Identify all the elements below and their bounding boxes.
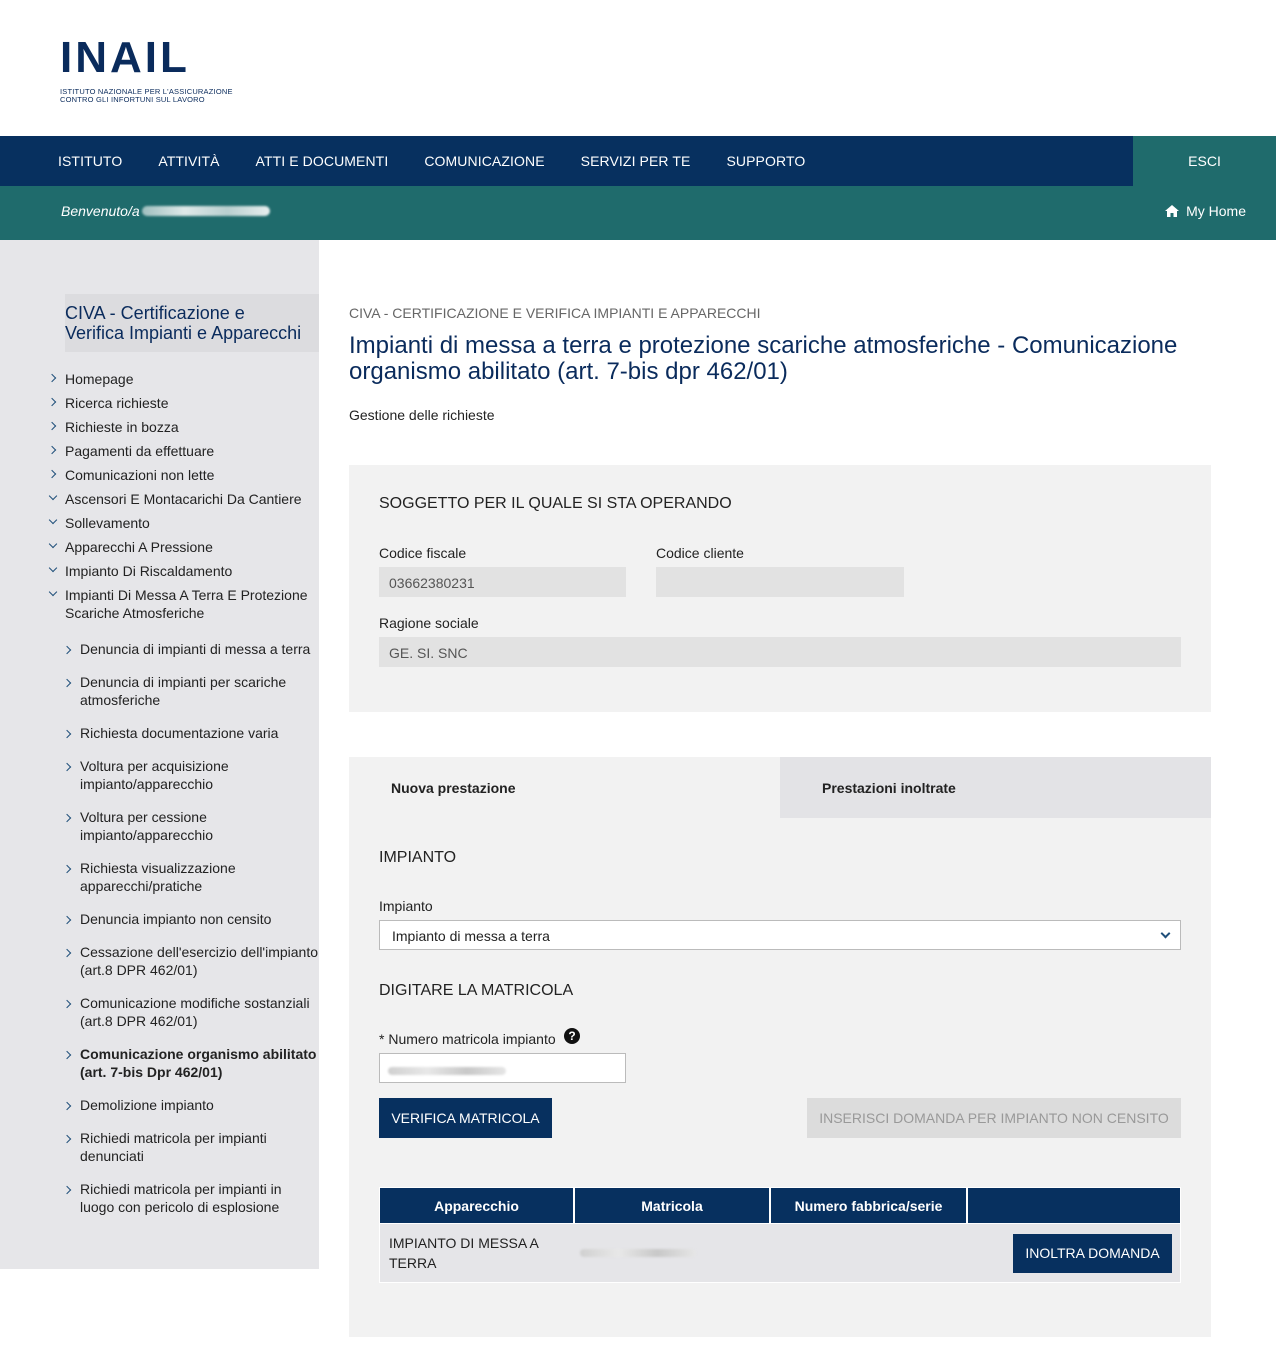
matricola-input[interactable] bbox=[379, 1053, 626, 1083]
sidebar-subitem-label bbox=[80, 808, 319, 844]
codice-cliente-label: Codice cliente bbox=[656, 545, 744, 561]
sidebar-subitem-label-line2: atmosferiche bbox=[80, 692, 161, 708]
chevron-right-icon bbox=[63, 864, 73, 874]
chevron-down-icon bbox=[48, 589, 58, 599]
home-icon bbox=[1165, 205, 1179, 217]
sidebar-item-riscaldamento[interactable] bbox=[0, 560, 319, 584]
sidebar-item-messa-a-terra[interactable] bbox=[0, 584, 319, 626]
sidebar-subitem-label bbox=[80, 1045, 319, 1081]
sidebar-item-pagamenti[interactable] bbox=[0, 440, 319, 464]
sidebar-subitem-label-line2: (art.8 DPR 462/01) bbox=[80, 962, 198, 978]
site-header bbox=[0, 0, 1276, 136]
sidebar-item-label: Homepage bbox=[65, 371, 134, 387]
sidebar-item-label bbox=[65, 586, 319, 622]
logo-subtitle-line1: ISTITUTO NAZIONALE PER L'ASSICURAZIONE bbox=[60, 87, 233, 96]
chevron-right-icon bbox=[63, 729, 73, 739]
matricola-cell-redacted bbox=[580, 1249, 696, 1257]
chevron-right-icon bbox=[63, 645, 73, 655]
chevron-right-icon bbox=[63, 1050, 73, 1060]
sidebar-subitem-label-line1: Comunicazione modifiche sostanziali bbox=[80, 995, 310, 1011]
sidebar-subitem-denuncia-messa-terra[interactable] bbox=[0, 640, 319, 664]
sidebar-subitem-label bbox=[80, 994, 319, 1030]
chevron-right-icon bbox=[48, 421, 58, 431]
chevron-right-icon bbox=[48, 445, 58, 455]
column-header-apparecchio: Apparecchio bbox=[380, 1188, 575, 1223]
matricola-heading: DIGITARE LA MATRICOLA bbox=[379, 982, 574, 999]
chevron-right-icon bbox=[63, 999, 73, 1009]
myhome-link[interactable] bbox=[1165, 203, 1246, 219]
nav-item-supporto[interactable]: SUPPORTO bbox=[726, 153, 806, 169]
nav-menu bbox=[0, 136, 1133, 186]
chevron-down-icon bbox=[1162, 930, 1170, 938]
ragione-sociale-field: GE. SI. SNC bbox=[379, 637, 1181, 667]
ragione-sociale-label: Ragione sociale bbox=[379, 615, 479, 631]
sidebar-subitem-label bbox=[80, 1129, 319, 1165]
chevron-right-icon bbox=[63, 762, 73, 772]
sidebar-subitem-label-line1: Richiedi matricola per impianti in bbox=[80, 1181, 282, 1197]
sidebar-subitem-label-line1: Richiesta visualizzazione bbox=[80, 860, 236, 876]
sidebar-item-label: Impianto Di Riscaldamento bbox=[65, 563, 233, 579]
page-title-line2: organismo abilitato (art. 7-bis dpr 462/01) bbox=[349, 358, 788, 385]
user-name-redacted bbox=[142, 206, 270, 216]
sidebar-item-label: Ascensori E Montacarichi Da Cantiere bbox=[65, 491, 302, 507]
sidebar-subitem-label-line1: Demolizione impianto bbox=[80, 1097, 214, 1113]
sidebar-item-ascensori[interactable] bbox=[0, 488, 319, 512]
nav-item-atti-documenti[interactable]: ATTI E DOCUMENTI bbox=[255, 153, 389, 169]
chevron-right-icon bbox=[63, 915, 73, 925]
apparecchi-table bbox=[379, 1187, 1181, 1283]
nuova-prestazione-panel bbox=[349, 818, 1211, 1337]
sidebar-item-ricerca-richieste[interactable] bbox=[0, 392, 319, 416]
sidebar-subitem-matricola-esplosione[interactable] bbox=[0, 1180, 319, 1222]
sidebar-subitem-organismo-abilitato[interactable] bbox=[0, 1045, 319, 1087]
chevron-right-icon bbox=[48, 469, 58, 479]
sidebar-subitem-documentazione[interactable] bbox=[0, 724, 319, 748]
page-title bbox=[349, 333, 1211, 385]
soggetto-panel bbox=[349, 465, 1211, 712]
sidebar-subitem-visualizzazione[interactable] bbox=[0, 859, 319, 901]
nav-item-attivita[interactable]: ATTIVITÀ bbox=[158, 153, 220, 169]
chevron-right-icon bbox=[63, 678, 73, 688]
sidebar-subitem-label-line1: Voltura per acquisizione bbox=[80, 758, 229, 774]
sidebar-subitem-label-line2: impianto/apparecchio bbox=[80, 827, 214, 843]
chevron-right-icon bbox=[63, 813, 73, 823]
sidebar-subitem-label bbox=[80, 910, 319, 928]
sidebar-item-label: Comunicazioni non lette bbox=[65, 467, 215, 483]
codice-fiscale-label: Codice fiscale bbox=[379, 545, 467, 561]
chevron-down-icon bbox=[48, 565, 58, 575]
codice-cliente-field bbox=[656, 567, 904, 597]
sidebar-subitem-label bbox=[80, 859, 319, 895]
myhome-label: My Home bbox=[1186, 203, 1246, 219]
column-header-actions bbox=[968, 1188, 1180, 1223]
nav-item-comunicazione[interactable]: COMUNICAZIONE bbox=[424, 153, 545, 169]
sidebar-subitem-label bbox=[80, 673, 319, 709]
sidebar-item-label-line1: Impianti Di Messa A Terra E Protezione bbox=[65, 587, 308, 603]
impianto-heading: IMPIANTO bbox=[379, 849, 457, 866]
chevron-down-icon bbox=[48, 493, 58, 503]
sidebar-item-apparecchi-pressione[interactable] bbox=[0, 536, 319, 560]
welcome-bar bbox=[0, 186, 1276, 240]
cell-apparecchio-line2: TERRA bbox=[389, 1255, 437, 1271]
page-title-line1: Impianti di messa a terra e protezione scariche atmosferiche - Comunicazione bbox=[349, 332, 1178, 359]
sidebar-item-label: Sollevamento bbox=[65, 515, 150, 531]
chevron-right-icon bbox=[63, 948, 73, 958]
sidebar-subitem-label-line1: Comunicazione organismo abilitato bbox=[80, 1046, 317, 1062]
chevron-right-icon bbox=[63, 1134, 73, 1144]
sidebar-subitem-label bbox=[80, 943, 319, 979]
welcome-message bbox=[61, 203, 270, 219]
inserisci-domanda-button[interactable]: INSERISCI DOMANDA PER IMPIANTO NON CENSITO bbox=[807, 1098, 1181, 1138]
logo-wordmark: INAIL bbox=[60, 33, 190, 82]
sidebar-subitem-label-line1: Cessazione dell'esercizio dell'impianto bbox=[80, 944, 319, 960]
impianto-select-value: Impianto di messa a terra bbox=[392, 928, 550, 944]
nav-item-servizi[interactable]: SERVIZI PER TE bbox=[580, 153, 691, 169]
sidebar-subitem-label bbox=[80, 757, 319, 793]
sidebar-title-line1: CIVA - Certificazione e bbox=[65, 303, 245, 323]
impianto-label: Impianto bbox=[379, 898, 433, 914]
chevron-right-icon bbox=[63, 1185, 73, 1195]
sidebar-subitem-label bbox=[80, 724, 319, 742]
sidebar-item-label: Pagamenti da effettuare bbox=[65, 443, 215, 459]
sidebar-subitem-label-line2: luogo con pericolo di esplosione bbox=[80, 1199, 280, 1215]
sidebar-item-label: Apparecchi A Pressione bbox=[65, 539, 213, 555]
tabs bbox=[349, 757, 1211, 818]
column-header-numero-fabbrica: Numero fabbrica/serie bbox=[771, 1188, 968, 1223]
sidebar-title[interactable] bbox=[65, 294, 319, 352]
logo-subtitle bbox=[60, 88, 233, 104]
sidebar-subitem-label-line2: (art.8 DPR 462/01) bbox=[80, 1013, 198, 1029]
sidebar-subitem-label-line1: Denuncia di impianti di messa a terra bbox=[80, 641, 311, 657]
tab-nuova-prestazione[interactable]: Nuova prestazione bbox=[349, 757, 780, 818]
sidebar-subitem-label-line1: Denuncia di impianti per scariche bbox=[80, 674, 287, 690]
matricola-value-redacted bbox=[388, 1067, 506, 1075]
nav-item-istituto[interactable]: ISTITUTO bbox=[58, 153, 123, 169]
chevron-right-icon bbox=[48, 373, 58, 383]
inail-logo[interactable] bbox=[60, 33, 233, 104]
cell-apparecchio-line1: IMPIANTO DI MESSA A bbox=[389, 1235, 539, 1251]
sidebar-subitem-label-line2: impianto/apparecchio bbox=[80, 776, 214, 792]
sidebar-item-label: Ricerca richieste bbox=[65, 395, 169, 411]
main-navbar bbox=[0, 136, 1276, 186]
sidebar-subitem-matricola-denunciati[interactable] bbox=[0, 1129, 319, 1171]
sidebar-subitem-modifiche[interactable] bbox=[0, 994, 319, 1036]
codice-fiscale-field: 03662380231 bbox=[379, 567, 626, 597]
chevron-down-icon bbox=[48, 541, 58, 551]
sidebar-subitem-denuncia-scariche[interactable] bbox=[0, 673, 319, 715]
page-subtitle: Gestione delle richieste bbox=[349, 407, 495, 423]
help-icon[interactable]: ? bbox=[564, 1028, 580, 1044]
sidebar-subitem-label-line1: Denuncia impianto non censito bbox=[80, 911, 272, 927]
sidebar-title-line2: Verifica Impianti e Apparecchi bbox=[65, 323, 302, 343]
chevron-down-icon bbox=[48, 517, 58, 527]
sidebar-subitem-label bbox=[80, 1096, 319, 1114]
chevron-right-icon bbox=[48, 397, 58, 407]
sidebar-subitem-label bbox=[80, 1180, 319, 1216]
soggetto-heading: SOGGETTO PER IL QUALE SI STA OPERANDO bbox=[379, 495, 732, 512]
cell-matricola bbox=[575, 1224, 771, 1282]
tab-prestazioni-inoltrate[interactable]: Prestazioni inoltrate bbox=[780, 757, 1211, 818]
cell-actions bbox=[968, 1224, 1180, 1282]
logout-button[interactable]: ESCI bbox=[1133, 136, 1276, 186]
sidebar-item-label-line2: Scariche Atmosferiche bbox=[65, 605, 205, 621]
chevron-right-icon bbox=[63, 1101, 73, 1111]
welcome-prefix: Benvenuto/a bbox=[61, 203, 140, 219]
sidebar-item-homepage[interactable] bbox=[0, 368, 319, 392]
sidebar-item-label: Richieste in bozza bbox=[65, 419, 179, 435]
sidebar-subitem-label-line2: apparecchi/pratiche bbox=[80, 878, 203, 894]
sidebar-item-sollevamento[interactable] bbox=[0, 512, 319, 536]
breadcrumb: CIVA - CERTIFICAZIONE E VERIFICA IMPIANTI E APPARECCHI bbox=[349, 305, 761, 321]
sidebar-item-comunicazioni[interactable] bbox=[0, 464, 319, 488]
sidebar-subitem-non-censito[interactable] bbox=[0, 910, 319, 934]
logo-subtitle-line2: CONTRO GLI INFORTUNI SUL LAVORO bbox=[60, 95, 205, 104]
inoltra-domanda-button[interactable]: INOLTRA DOMANDA bbox=[1013, 1234, 1172, 1273]
sidebar bbox=[0, 240, 319, 1269]
sidebar-subitem-demolizione[interactable] bbox=[0, 1096, 319, 1120]
column-header-matricola: Matricola bbox=[575, 1188, 771, 1223]
sidebar-subitem-label bbox=[80, 640, 319, 658]
sidebar-subitem-label-line1: Richiedi matricola per impianti bbox=[80, 1130, 267, 1146]
impianto-select[interactable] bbox=[379, 920, 1181, 950]
cell-numero-fabbrica bbox=[771, 1224, 968, 1282]
cell-apparecchio bbox=[380, 1224, 575, 1282]
sidebar-subitem-label-line1: Richiesta documentazione varia bbox=[80, 725, 279, 741]
sidebar-item-richieste-bozza[interactable] bbox=[0, 416, 319, 440]
sidebar-subitem-label-line2: denunciati bbox=[80, 1148, 144, 1164]
matricola-label: * Numero matricola impianto bbox=[379, 1031, 556, 1047]
table-header bbox=[379, 1187, 1181, 1224]
sidebar-subitem-voltura-cessione[interactable] bbox=[0, 808, 319, 850]
table-row bbox=[379, 1224, 1181, 1283]
sidebar-subitem-cessazione[interactable] bbox=[0, 943, 319, 985]
sidebar-subitem-voltura-acquisizione[interactable] bbox=[0, 757, 319, 799]
sidebar-subitem-label-line2: (art. 7-bis Dpr 462/01) bbox=[80, 1064, 223, 1080]
verifica-matricola-button[interactable]: VERIFICA MATRICOLA bbox=[379, 1098, 552, 1138]
sidebar-subitem-label-line1: Voltura per cessione bbox=[80, 809, 207, 825]
